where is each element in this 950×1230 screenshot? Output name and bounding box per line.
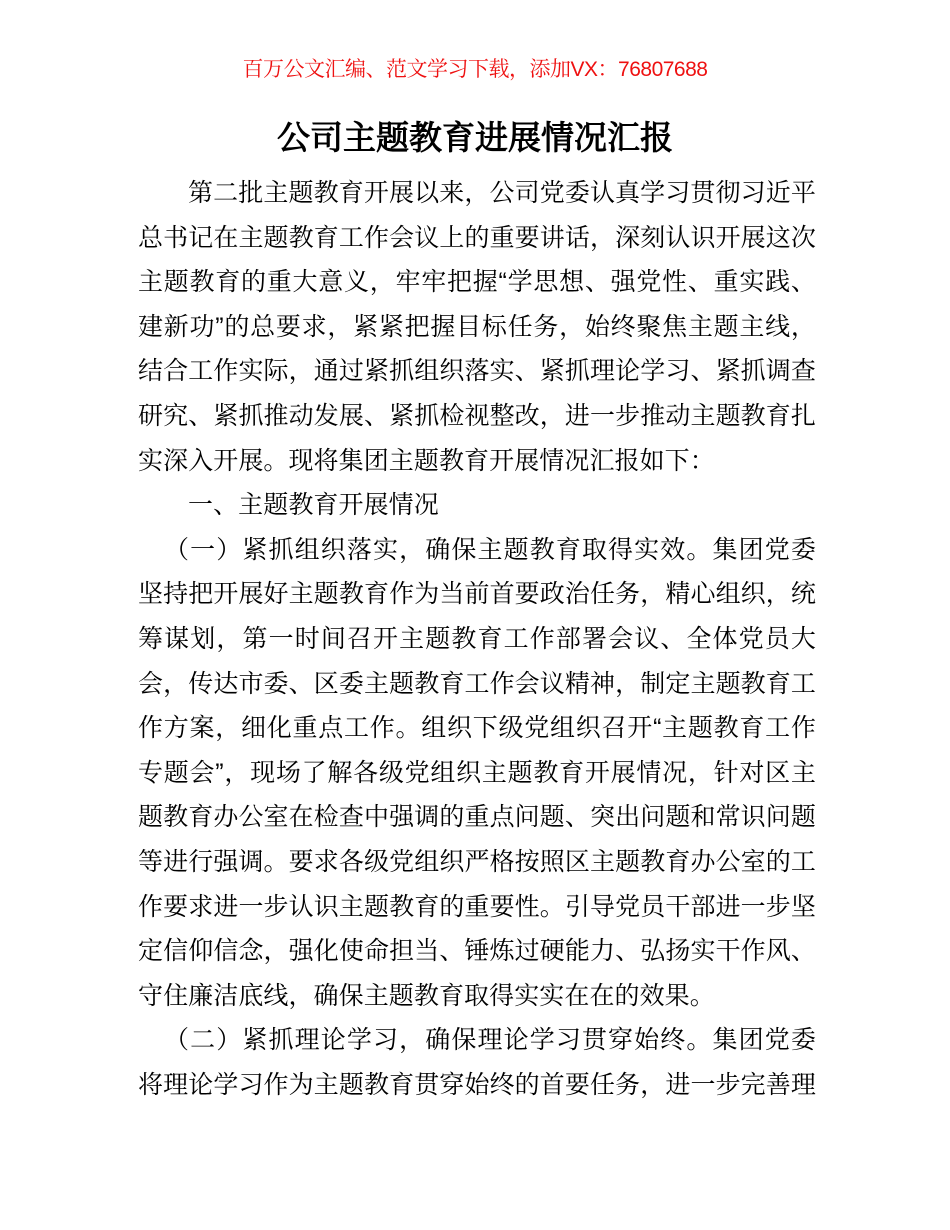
paragraph-line: 坚持把开展好主题教育作为当前首要政治任务，精心组织，统 <box>138 580 816 609</box>
paragraph-line: 题教育办公室在检查中强调的重点问题、突出问题和常识问题 <box>138 803 816 832</box>
paragraph-line: 会，传达市委、区委主题教育工作会议精神，制定主题教育工 <box>138 669 816 698</box>
paragraph-line: （一）紧抓组织落实，确保主题教育取得实效。集团党委 <box>164 535 816 564</box>
paragraph-line: 作方案，细化重点工作。组织下级党组织召开“主题教育工作 <box>138 714 816 743</box>
paragraph-line: 结合工作实际，通过紧抓组织落实、紧抓理论学习、紧抓调查 <box>138 357 816 386</box>
section-heading: 一、主题教育开展情况 <box>188 491 439 520</box>
paragraph-line: 主题教育的重大意义，牢牢把握“学思想、强党性、重实践、 <box>138 268 816 297</box>
paragraph-line: 定信仰信念，强化使命担当、锤炼过硬能力、弘扬实干作风、 <box>138 937 816 966</box>
paragraph-line: 总书记在主题教育工作会议上的重要讲话，深刻认识开展这次 <box>138 223 816 252</box>
document-body <box>138 171 816 1107</box>
paragraph-line: 守住廉洁底线，确保主题教育取得实实在在的效果。 <box>138 981 715 1010</box>
paragraph-line: （二）紧抓理论学习，确保理论学习贯穿始终。集团党委 <box>164 1026 816 1055</box>
paragraph-line: 专题会”，现场了解各级党组织主题教育开展情况，针对区主 <box>138 758 816 787</box>
paragraph-line: 第二批主题教育开展以来，公司党委认真学习贯彻习近平 <box>188 179 816 207</box>
paragraph-line: 将理论学习作为主题教育贯穿始终的首要任务，进一步完善理 <box>138 1070 816 1099</box>
paragraph-line: 实深入开展。现将集团主题教育开展情况汇报如下： <box>138 446 715 475</box>
paragraph-line: 研究、紧抓推动发展、紧抓检视整改，进一步推动主题教育扎 <box>138 401 816 430</box>
paragraph-line: 等进行强调。要求各级党组织严格按照区主题教育办公室的工 <box>138 847 816 876</box>
paragraph-line: 作要求进一步认识主题教育的重要性。引导党员干部进一步坚 <box>138 892 816 921</box>
promo-watermark-text: 百万公文汇编、范文学习下载，添加VX：76807688 <box>242 58 708 81</box>
paragraph-line: 建新功”的总要求，紧紧把握目标任务，始终聚焦主题主线， <box>138 312 816 341</box>
document-title: 公司主题教育进展情况汇报 <box>277 119 673 156</box>
paragraph-line: 筹谋划，第一时间召开主题教育工作部署会议、全体党员大 <box>138 624 816 653</box>
